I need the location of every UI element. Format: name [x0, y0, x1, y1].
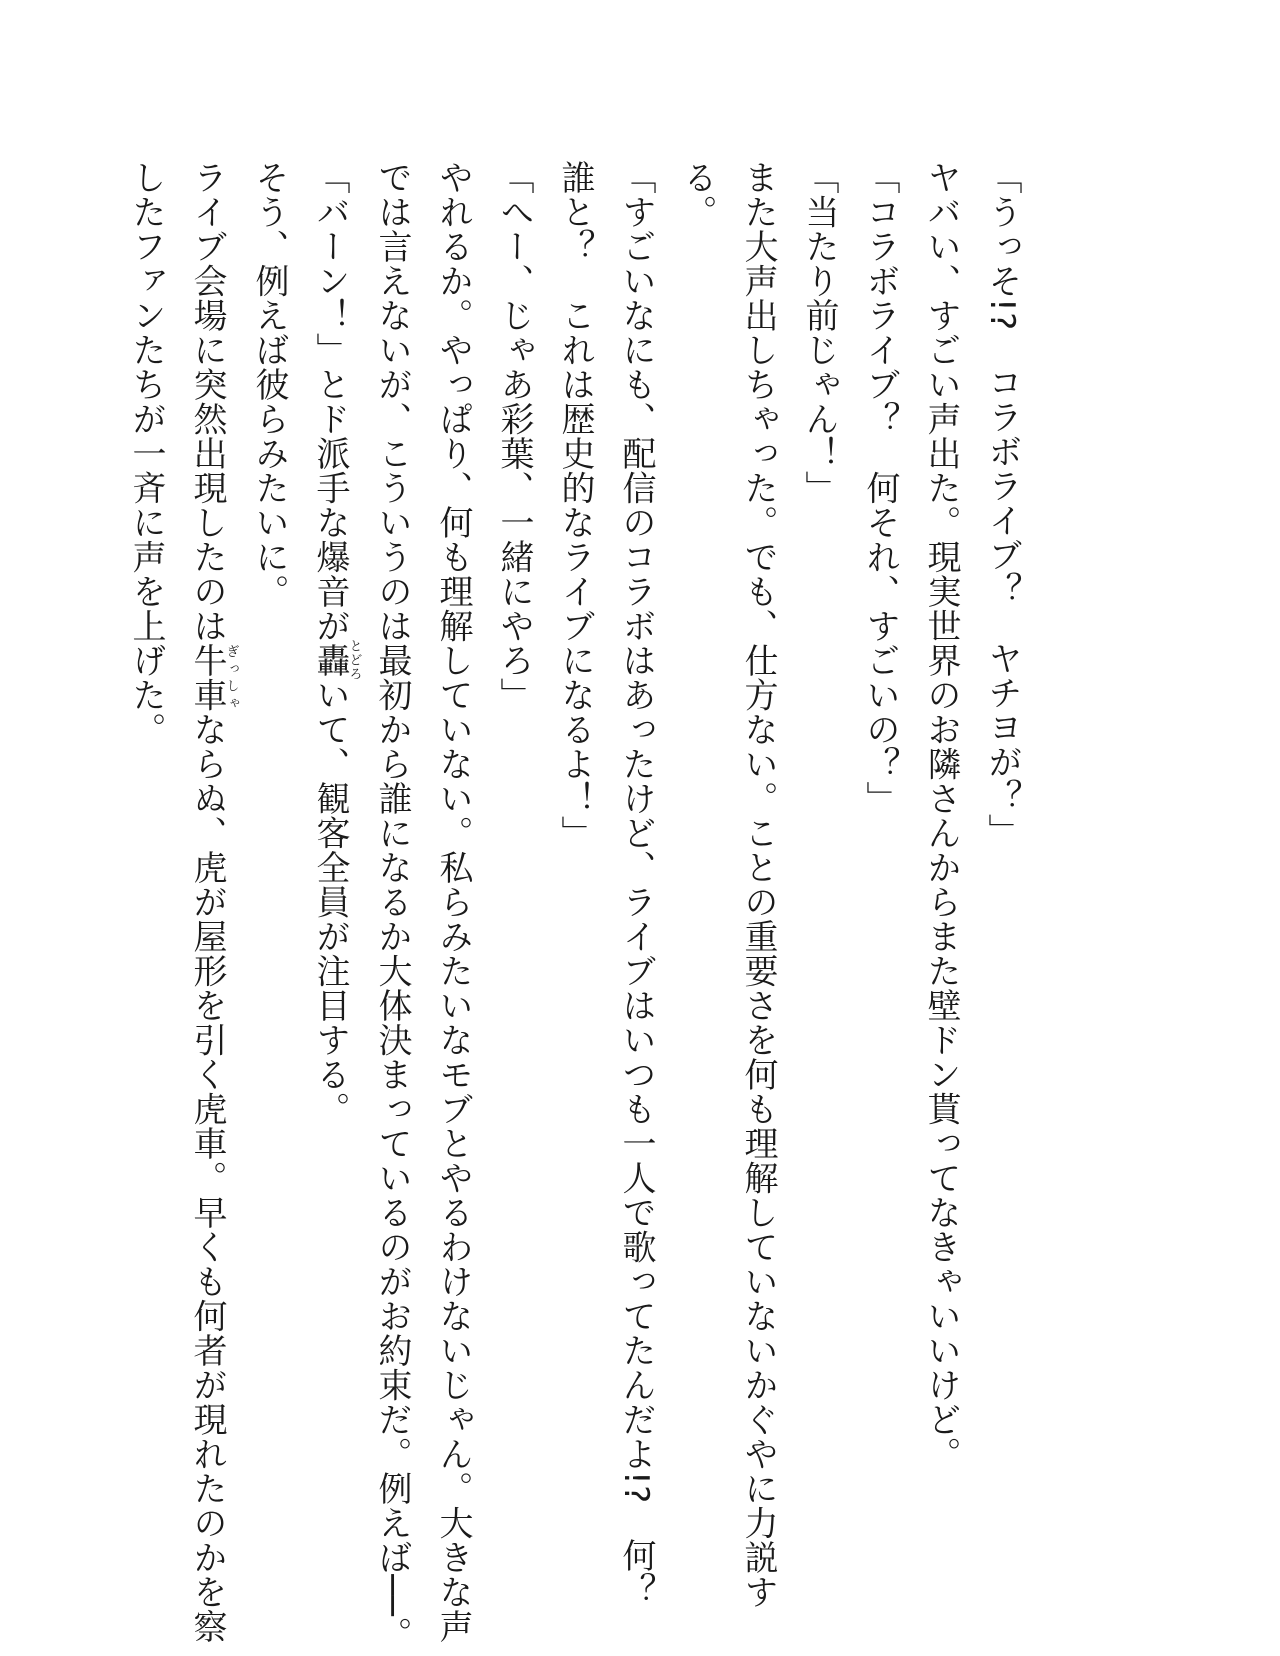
text-line: 「当たり前じゃん！」: [799, 160, 839, 505]
text-segment: いて、観客全員が注目する。: [310, 677, 350, 1126]
ruby-reading: とどろ: [346, 639, 362, 682]
text-segment: 「バーン！」とド派手な爆音が: [310, 160, 350, 643]
text-segment: ならぬ、虎が屋形を引く虎車。早くも何者が現れたのかを察: [187, 712, 227, 1644]
text-line: また大声出しちゃった。でも、仕方ない。ことの重要さを何も理解していないかぐやに力説す: [738, 160, 778, 1609]
text-line: したファンたちが一斉に声を上げた。: [126, 160, 166, 747]
text-line: やれるか。やっぱり、何も理解していない。私らみたいなモブとやるわけないじゃん。大きな声: [433, 160, 473, 1644]
text-line: 「うっそ!? コラボライブ？ ヤチヨが？」: [982, 160, 1022, 849]
text-line: 誰と？ これは歴史的なライブになるよ！」: [555, 160, 595, 850]
ruby-base: 轟: [310, 639, 350, 682]
text-segment: ライブ会場に突然出現したのは: [187, 160, 227, 643]
ruby-annotation: [187, 643, 239, 712]
ruby-reading: ぎっしゃ: [223, 643, 239, 712]
text-line: 「コラボライブ？ 何それ、すごいの？」: [860, 160, 900, 816]
text-line: ヤバい、すごい声出た。現実世界のお隣さんからまた壁ドン貰ってなきゃいいけど。: [921, 160, 961, 1471]
ruby-annotation: [310, 639, 362, 682]
text-line-with-ruby: [299, 160, 361, 1480]
text-line: る。: [677, 160, 717, 229]
text-line: 「へー、じゃあ彩葉、一緒にやろ」: [494, 160, 534, 712]
text-line: 「すごいなにも、配信のコラボはあったけど、ライブはいつも一人で歌ってたんだよ!? 何？: [616, 160, 656, 1608]
text-line: そう、例えば彼らみたいに。: [249, 160, 289, 609]
ruby-base: 牛車: [187, 643, 227, 712]
text-line-with-ruby: [176, 160, 239, 1644]
vertical-text-body: [115, 160, 1032, 1651]
text-line: では言えないが、こういうのは最初から誰になるか大体決まっているのがお約束だ。例えば──。: [372, 160, 412, 1651]
